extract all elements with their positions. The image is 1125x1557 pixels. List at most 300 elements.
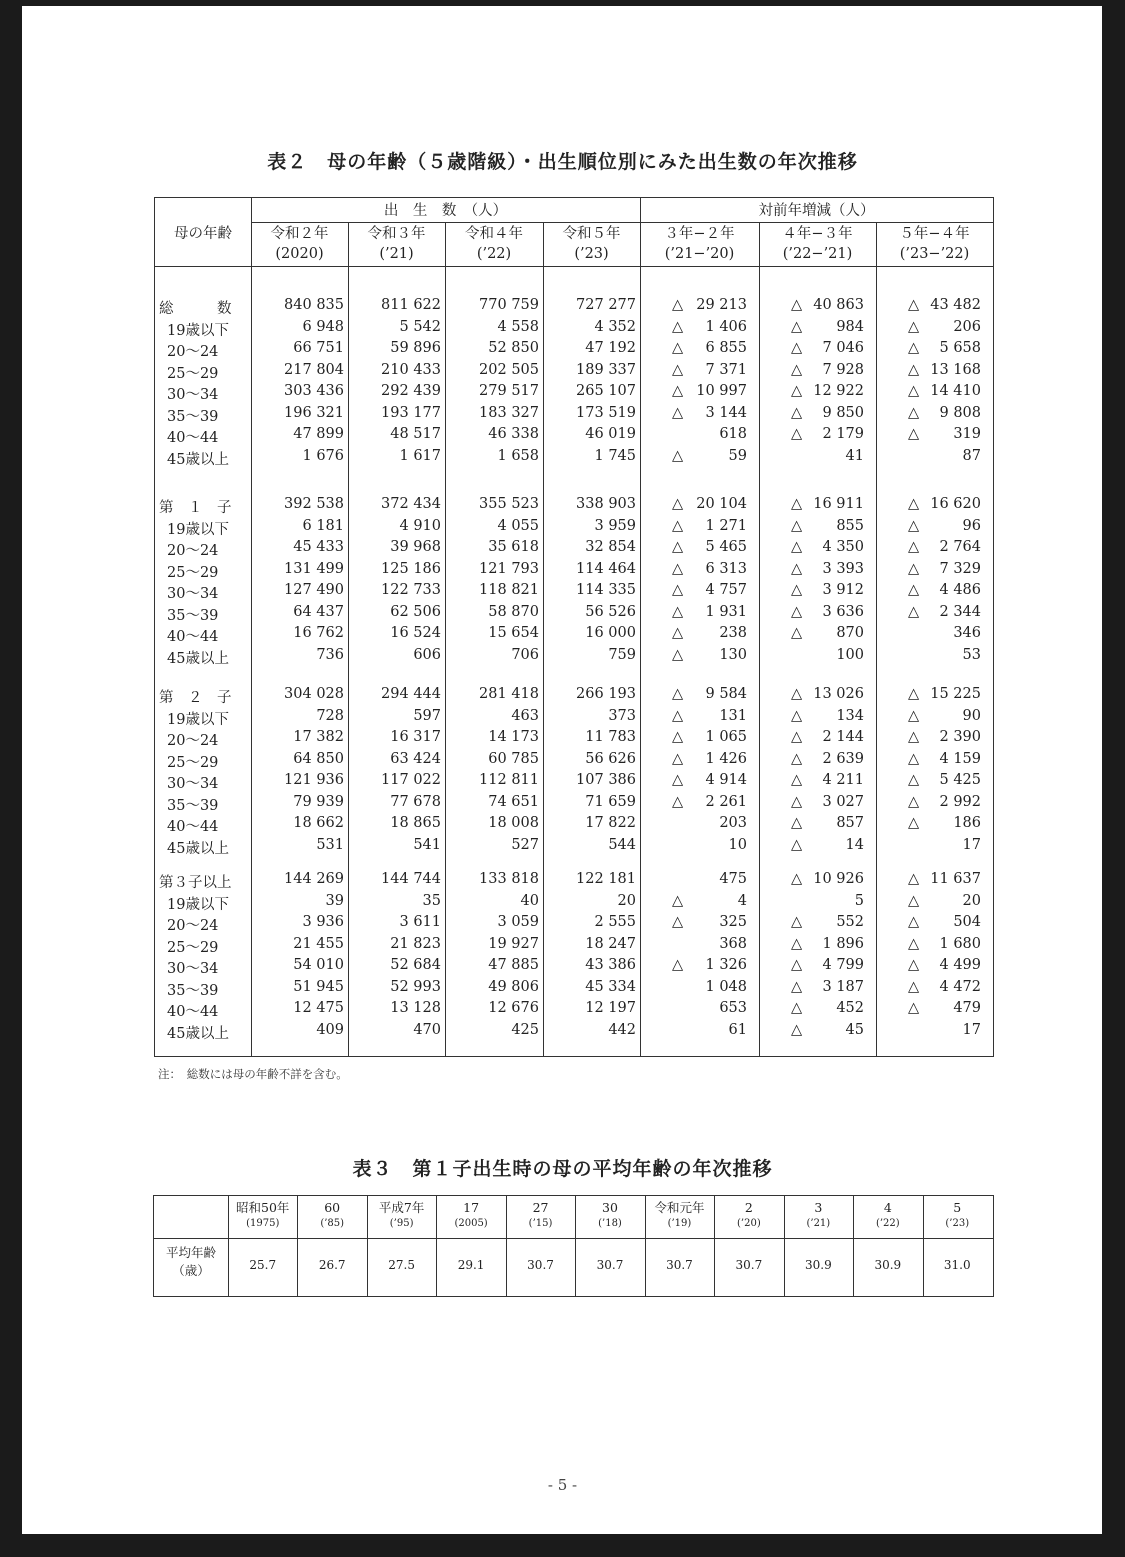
decrease-triangle-icon: △ — [672, 496, 684, 512]
births-cell: 39 — [325, 892, 344, 909]
decrease-triangle-icon: △ — [791, 978, 803, 995]
change-cell: 5 425 — [939, 772, 981, 788]
year-header — [367, 1200, 436, 1231]
births-cell: 127 490 — [284, 582, 344, 598]
row-label: 総 数 — [159, 301, 232, 317]
decrease-triangle-icon: △ — [908, 297, 920, 313]
row-label: 19歳以下 — [167, 896, 229, 913]
column-header-sublabel: (2020) — [275, 246, 324, 262]
decrease-triangle-icon: △ — [791, 404, 803, 421]
year-header — [575, 1200, 644, 1231]
change-cell: 1 271 — [705, 517, 747, 534]
births-cell: 266 193 — [576, 686, 636, 702]
births-cell: 4 558 — [497, 318, 539, 335]
births-cell: 74 651 — [488, 793, 539, 810]
births-cell: 62 506 — [390, 603, 441, 620]
births-cell: 4 910 — [399, 517, 441, 534]
avg-age-value: 29.1 — [457, 1258, 485, 1272]
births-cell: 409 — [316, 1021, 344, 1038]
change-cell: 15 225 — [930, 686, 981, 702]
decrease-triangle-icon: △ — [672, 517, 684, 534]
change-cell: 3 912 — [822, 582, 864, 598]
page-number: - 5 - — [547, 1476, 578, 1494]
column-header-label: 令和５年 — [562, 226, 621, 242]
avg-age-value: 26.7 — [318, 1258, 346, 1272]
decrease-triangle-icon: △ — [908, 793, 920, 810]
decrease-triangle-icon: △ — [791, 686, 803, 702]
change-cell: 130 — [719, 646, 747, 663]
column-header-label: ３年−２年 — [664, 226, 735, 242]
row-label: 45歳以上 — [167, 650, 229, 667]
header-divider — [251, 222, 993, 223]
decrease-triangle-icon: △ — [672, 318, 684, 335]
births-cell: 47 192 — [585, 340, 636, 356]
decrease-triangle-icon: △ — [908, 404, 920, 421]
change-cell: 1 680 — [939, 935, 981, 952]
avg-age-value: 30.7 — [666, 1258, 693, 1272]
change-cell: 5 465 — [705, 539, 747, 555]
births-cell: 46 019 — [585, 426, 636, 442]
births-cell: 425 — [511, 1021, 539, 1038]
row-label: 25〜29 — [167, 564, 219, 581]
births-cell: 1 676 — [302, 447, 344, 464]
year-header — [714, 1200, 783, 1231]
column-header-sublabel: (’23) — [574, 246, 609, 262]
column-header-label: 令和４年 — [465, 226, 523, 242]
row-label: 40〜44 — [167, 629, 219, 645]
change-cell: 9 584 — [705, 686, 747, 702]
decrease-triangle-icon: △ — [908, 686, 920, 702]
change-cell: 4 499 — [939, 957, 981, 973]
births-cell: 18 247 — [585, 935, 636, 952]
change-cell: 14 410 — [930, 383, 981, 399]
births-cell: 52 684 — [390, 957, 441, 973]
decrease-triangle-icon: △ — [908, 426, 920, 442]
row-label: 20〜24 — [167, 918, 219, 934]
row-label: 30〜34 — [167, 776, 219, 792]
births-cell: 14 173 — [488, 729, 539, 745]
change-cell: 3 144 — [705, 404, 747, 421]
decrease-triangle-icon: △ — [672, 707, 684, 724]
births-cell: 58 870 — [488, 603, 539, 620]
births-cell: 64 437 — [293, 603, 344, 620]
decrease-triangle-icon: △ — [672, 582, 684, 598]
change-cell: 7 046 — [822, 340, 864, 356]
avg-age-value: 30.7 — [596, 1258, 624, 1272]
births-cell: 392 538 — [284, 496, 344, 512]
decrease-triangle-icon: △ — [672, 793, 684, 810]
row-label: 第 １ 子 — [159, 500, 232, 516]
decrease-triangle-icon: △ — [791, 603, 803, 620]
decrease-triangle-icon: △ — [908, 1000, 920, 1016]
change-cell: 20 104 — [696, 496, 747, 512]
decrease-triangle-icon: △ — [908, 815, 920, 831]
decrease-triangle-icon: △ — [791, 318, 803, 335]
avg-age-value: 30.7 — [527, 1258, 554, 1272]
births-cell: 13 128 — [390, 1000, 441, 1016]
births-cell: 355 523 — [479, 496, 539, 512]
change-cell: 203 — [719, 815, 747, 831]
births-cell: 183 327 — [479, 404, 539, 421]
change-cell: 4 472 — [939, 978, 981, 995]
year-sublabel: (’21) — [806, 1218, 831, 1229]
row-label: 30〜34 — [167, 586, 219, 602]
births-cell: 52 850 — [488, 340, 539, 356]
births-cell: 727 277 — [576, 297, 636, 313]
decrease-triangle-icon: △ — [908, 957, 920, 973]
change-cell: 3 027 — [822, 793, 864, 810]
change-cell: 319 — [953, 426, 981, 442]
change-cell: 41 — [845, 447, 864, 464]
table3-divider — [154, 1238, 993, 1239]
decrease-triangle-icon: △ — [791, 625, 803, 641]
births-cell: 3 059 — [497, 914, 539, 930]
births-cell: 6 948 — [302, 318, 344, 335]
births-cell: 470 — [413, 1021, 441, 1038]
decrease-triangle-icon: △ — [672, 297, 684, 313]
change-cell: 1 931 — [705, 603, 747, 620]
row-label: 45歳以上 — [167, 1025, 229, 1042]
column-header — [348, 224, 445, 264]
column-header-label: ５年−４年 — [899, 226, 970, 242]
decrease-triangle-icon: △ — [672, 625, 684, 641]
row-label: 25〜29 — [167, 939, 219, 956]
decrease-triangle-icon: △ — [908, 892, 920, 909]
year-sublabel: (’20) — [737, 1218, 761, 1229]
births-cell: 32 854 — [585, 539, 636, 555]
decrease-triangle-icon: △ — [791, 815, 803, 831]
change-cell: 857 — [836, 815, 864, 831]
year-label: 5 — [953, 1200, 962, 1215]
births-cell: 292 439 — [381, 383, 441, 399]
change-cell: 653 — [719, 1000, 747, 1016]
change-cell: 1 426 — [705, 750, 747, 767]
decrease-triangle-icon: △ — [672, 603, 684, 620]
year-header — [436, 1200, 505, 1231]
births-cell: 759 — [608, 646, 636, 663]
births-cell: 265 107 — [576, 383, 636, 399]
row-label: 19歳以下 — [167, 521, 229, 538]
births-cell: 4 055 — [497, 517, 539, 534]
change-cell: 43 482 — [930, 297, 981, 313]
decrease-triangle-icon: △ — [908, 729, 920, 745]
decrease-triangle-icon: △ — [672, 914, 684, 930]
births-cell: 59 896 — [390, 340, 441, 356]
decrease-triangle-icon: △ — [908, 496, 920, 512]
decrease-triangle-icon: △ — [672, 539, 684, 555]
births-cell: 544 — [608, 836, 636, 853]
row-label: 30〜34 — [167, 961, 219, 977]
births-cell: 43 386 — [585, 957, 636, 973]
decrease-triangle-icon: △ — [791, 1000, 803, 1016]
births-cell: 51 945 — [293, 978, 344, 995]
births-cell: 373 — [608, 707, 636, 724]
change-cell: 206 — [953, 318, 981, 335]
change-cell: 9 808 — [939, 404, 981, 421]
births-cell: 66 751 — [293, 340, 344, 356]
change-cell: 4 211 — [822, 772, 864, 788]
column-header-sublabel: (’21) — [379, 246, 414, 262]
births-cell: 304 028 — [284, 686, 344, 702]
avg-age-value: 31.0 — [943, 1258, 971, 1272]
avg-age-value: 30.7 — [735, 1258, 763, 1272]
row-label: 第 ２ 子 — [159, 690, 232, 706]
births-cell: 527 — [511, 836, 539, 853]
row-label: 35〜39 — [167, 797, 219, 814]
year-sublabel: (2005) — [454, 1218, 488, 1229]
decrease-triangle-icon: △ — [908, 340, 920, 356]
column-header-label: 令和３年 — [367, 226, 426, 242]
avg-age-value: 27.5 — [388, 1258, 415, 1272]
decrease-triangle-icon: △ — [791, 582, 803, 598]
births-cell: 281 418 — [479, 686, 539, 702]
change-cell: 13 168 — [930, 361, 981, 378]
decrease-triangle-icon: △ — [791, 426, 803, 442]
year-label: 2 — [744, 1200, 753, 1215]
births-cell: 16 000 — [585, 625, 636, 641]
change-cell: 17 — [962, 836, 981, 853]
row-label: 45歳以上 — [167, 451, 229, 468]
decrease-triangle-icon: △ — [672, 729, 684, 745]
births-cell: 131 499 — [284, 560, 344, 577]
change-cell: 504 — [953, 914, 981, 930]
births-cell: 18 662 — [293, 815, 344, 831]
births-cell: 210 433 — [381, 361, 441, 378]
births-cell: 77 678 — [390, 793, 441, 810]
births-cell: 706 — [511, 646, 539, 663]
births-cell: 4 352 — [594, 318, 636, 335]
change-cell: 2 992 — [939, 793, 981, 810]
decrease-triangle-icon: △ — [908, 539, 920, 555]
year-sublabel: (’15) — [528, 1218, 553, 1229]
change-cell: 14 — [845, 836, 864, 853]
row-label: 19歳以下 — [167, 711, 229, 728]
change-cell: 3 187 — [822, 978, 864, 995]
decrease-triangle-icon: △ — [672, 750, 684, 767]
births-cell: 46 338 — [488, 426, 539, 442]
decrease-triangle-icon: △ — [908, 361, 920, 378]
year-sublabel: (1975) — [246, 1218, 280, 1229]
births-cell: 1 658 — [497, 447, 539, 464]
change-cell: 6 855 — [705, 340, 747, 356]
change-cell: 7 928 — [822, 361, 864, 378]
decrease-triangle-icon: △ — [791, 793, 803, 810]
births-cell: 193 177 — [381, 404, 441, 421]
change-cell: 90 — [962, 707, 981, 724]
births-cell: 1 745 — [594, 447, 636, 464]
decrease-triangle-icon: △ — [791, 772, 803, 788]
change-cell: 16 911 — [813, 496, 864, 512]
change-cell: 475 — [719, 871, 747, 887]
decrease-triangle-icon: △ — [908, 772, 920, 788]
decrease-triangle-icon: △ — [791, 297, 803, 313]
births-cell: 122 733 — [381, 582, 441, 598]
births-cell: 18 865 — [390, 815, 441, 831]
births-cell: 531 — [316, 836, 344, 853]
change-cell: 870 — [836, 625, 864, 641]
year-header — [784, 1200, 853, 1231]
decrease-triangle-icon: △ — [672, 957, 684, 973]
births-cell: 1 617 — [399, 447, 441, 464]
column-header-sublabel: (’21−’20) — [664, 246, 735, 262]
decrease-triangle-icon: △ — [791, 729, 803, 745]
change-cell: 2 144 — [822, 729, 864, 745]
avg-age-unit: （歳） — [172, 1263, 210, 1278]
change-cell: 4 159 — [939, 750, 981, 767]
year-header — [228, 1200, 297, 1231]
change-cell: 2 764 — [939, 539, 981, 555]
change-cell: 325 — [719, 914, 747, 930]
births-cell: 442 — [608, 1021, 636, 1038]
births-cell: 63 424 — [390, 750, 441, 767]
births-cell: 2 555 — [594, 914, 636, 930]
decrease-triangle-icon: △ — [791, 539, 803, 555]
change-cell: 238 — [719, 625, 747, 641]
births-cell: 54 010 — [293, 957, 344, 973]
change-cell: 2 390 — [939, 729, 981, 745]
decrease-triangle-icon: △ — [791, 957, 803, 973]
change-cell: 4 799 — [822, 957, 864, 973]
change-cell: 3 393 — [822, 560, 864, 577]
change-cell: 7 371 — [705, 361, 747, 378]
births-cell: 541 — [413, 836, 441, 853]
year-label: 3 — [814, 1200, 823, 1215]
change-cell: 452 — [836, 1000, 864, 1016]
column-header-sublabel: (’22) — [476, 246, 512, 262]
change-cell: 59 — [728, 447, 747, 464]
change-cell: 134 — [836, 707, 864, 724]
decrease-triangle-icon: △ — [672, 340, 684, 356]
change-cell: 7 329 — [939, 560, 981, 577]
year-label: 17 — [463, 1200, 480, 1215]
births-cell: 118 821 — [479, 582, 539, 598]
year-sublabel: (’23) — [945, 1218, 970, 1229]
row-label: 45歳以上 — [167, 840, 229, 857]
year-label: 30 — [602, 1200, 618, 1215]
births-cell: 16 524 — [390, 625, 441, 641]
column-header — [251, 224, 348, 264]
decrease-triangle-icon: △ — [791, 1021, 803, 1038]
row-label: 25〜29 — [167, 754, 219, 771]
births-cell: 39 968 — [390, 539, 441, 555]
change-cell: 4 — [737, 892, 747, 909]
births-cell: 121 793 — [479, 560, 539, 577]
change-cell: 45 — [845, 1021, 864, 1038]
table3 — [153, 1195, 994, 1297]
row-label: 20〜24 — [167, 733, 219, 749]
decrease-triangle-icon: △ — [908, 603, 920, 620]
change-cell: 1 065 — [705, 729, 747, 745]
births-cell: 202 505 — [479, 361, 539, 378]
decrease-triangle-icon: △ — [672, 383, 684, 399]
row-label: 35〜39 — [167, 607, 219, 624]
births-cell: 11 783 — [585, 729, 636, 745]
row-label: 35〜39 — [167, 408, 219, 425]
births-cell: 117 022 — [381, 772, 441, 788]
births-cell: 122 181 — [576, 871, 636, 887]
births-cell: 770 759 — [479, 297, 539, 313]
decrease-triangle-icon: △ — [672, 686, 684, 702]
year-header — [297, 1200, 366, 1231]
change-cell: 5 — [854, 892, 864, 909]
births-cell: 17 382 — [293, 729, 344, 745]
change-cell: 3 636 — [822, 603, 864, 620]
change-cell: 20 — [962, 892, 981, 909]
decrease-triangle-icon: △ — [908, 750, 920, 767]
change-cell: 4 486 — [939, 582, 981, 598]
table2-note: 注： 総数には母の年齢不詳を含む。 — [158, 1067, 348, 1081]
year-sublabel: (’22) — [875, 1218, 900, 1229]
births-cell: 6 181 — [302, 517, 344, 534]
births-cell: 5 542 — [399, 318, 441, 335]
table2 — [154, 197, 994, 1057]
births-cell: 60 785 — [488, 750, 539, 767]
decrease-triangle-icon: △ — [791, 560, 803, 577]
births-cell: 21 455 — [293, 935, 344, 952]
column-header-label: 令和２年 — [270, 226, 329, 242]
table3-title: 表３ 第１子出生時の母の平均年齢の年次推移 — [352, 1158, 773, 1180]
births-cell: 303 436 — [284, 383, 344, 399]
decrease-triangle-icon: △ — [672, 892, 684, 909]
row-label: 第３子以上 — [159, 875, 232, 891]
change-cell: 61 — [728, 1021, 747, 1038]
change-cell: 4 757 — [705, 582, 747, 598]
births-cell: 12 475 — [293, 1000, 344, 1016]
births-cell: 48 517 — [390, 426, 441, 442]
change-cell: 1 048 — [705, 978, 747, 995]
column-header — [445, 224, 543, 264]
births-cell: 133 818 — [479, 871, 539, 887]
change-cell: 10 997 — [696, 383, 747, 399]
births-cell: 71 659 — [585, 793, 636, 810]
decrease-triangle-icon: △ — [672, 646, 684, 663]
row-label: 35〜39 — [167, 982, 219, 999]
year-sublabel: (’95) — [389, 1218, 414, 1229]
change-cell: 2 179 — [822, 426, 864, 442]
births-cell: 279 517 — [479, 383, 539, 399]
births-cell: 56 626 — [585, 750, 636, 767]
change-cell: 346 — [953, 625, 981, 641]
change-cell: 100 — [836, 646, 864, 663]
decrease-triangle-icon: △ — [791, 707, 803, 724]
year-header — [923, 1200, 992, 1231]
births-cell: 463 — [511, 707, 539, 724]
change-cell: 1 326 — [705, 957, 747, 973]
year-sublabel: (’85) — [320, 1218, 345, 1229]
row-label: 19歳以下 — [167, 322, 229, 339]
change-cell: 2 261 — [705, 793, 747, 810]
births-cell: 217 804 — [284, 361, 344, 378]
births-cell: 294 444 — [381, 686, 441, 702]
births-cell: 840 835 — [284, 297, 344, 313]
change-cell: 6 313 — [705, 560, 747, 577]
column-header-sublabel: (’22−’21) — [782, 246, 853, 262]
births-cell: 196 321 — [284, 404, 344, 421]
change-cell: 984 — [836, 318, 864, 335]
change-cell: 40 863 — [813, 297, 864, 313]
births-cell: 16 762 — [293, 625, 344, 641]
births-cell: 112 811 — [479, 772, 539, 788]
births-cell: 372 434 — [381, 496, 441, 512]
births-cell: 15 654 — [488, 625, 539, 641]
decrease-triangle-icon: △ — [908, 707, 920, 724]
change-cell: 10 926 — [813, 871, 864, 887]
births-cell: 20 — [617, 892, 636, 909]
births-cell: 114 464 — [576, 560, 636, 577]
change-cell: 4 914 — [705, 772, 747, 788]
change-cell: 17 — [962, 1021, 981, 1038]
year-label: 令和元年 — [654, 1200, 705, 1215]
